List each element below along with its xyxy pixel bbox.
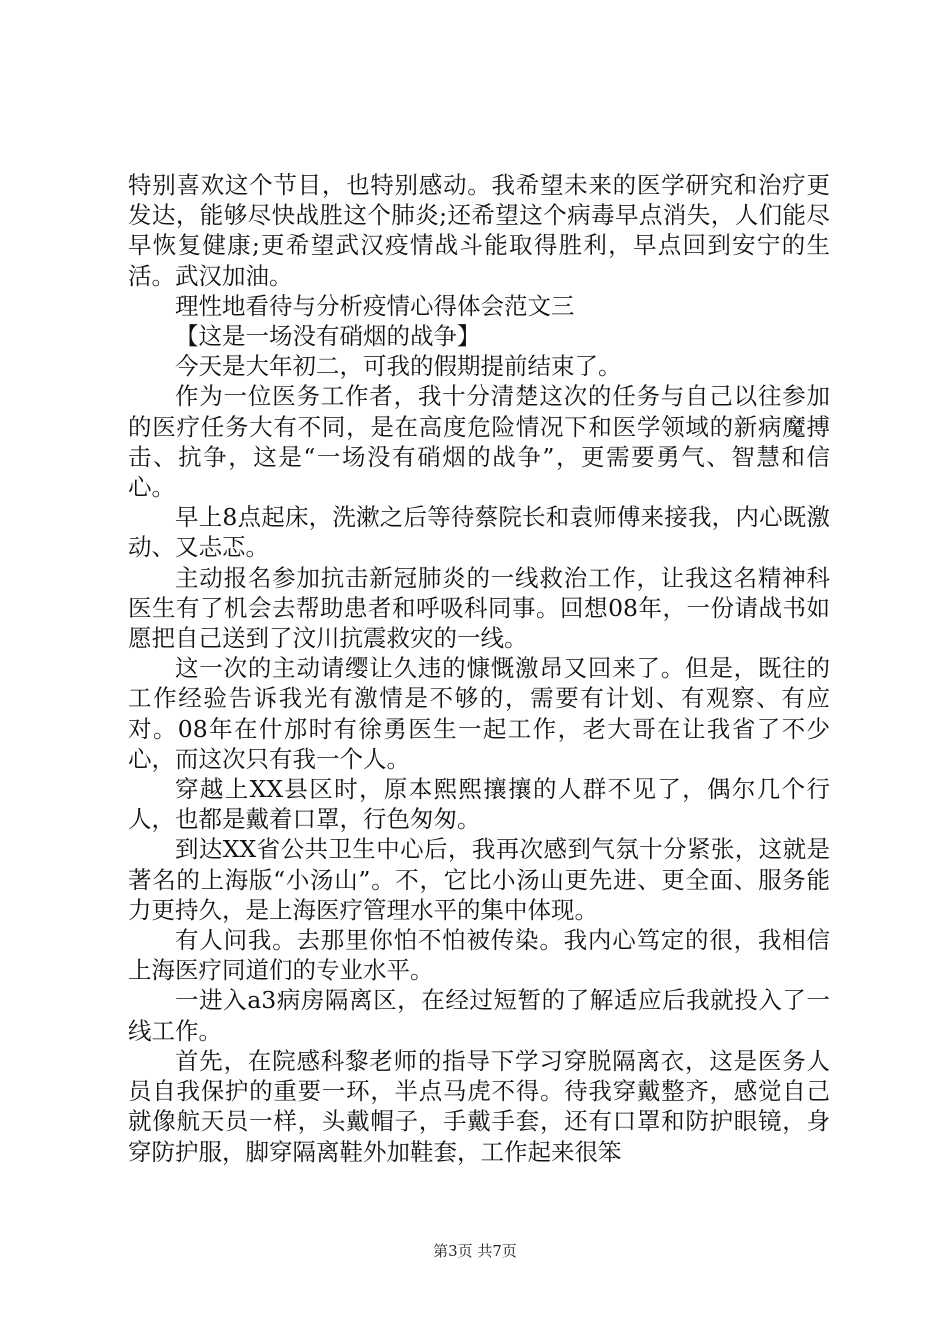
paragraph-10: 到达XX省公共卫生中心后，我再次感到气氛十分紧张，这就是著名的上海版“小汤山”。不，它比小汤山更先进、更全面、服务能力更持久，是上海医疗管理水平的集中体现。: [128, 835, 830, 924]
paragraph-12: 一进入a3病房隔离区，在经过短暂的了解适应后我就投入了一线工作。: [128, 986, 830, 1045]
paragraph-13: 首先，在院感科黎老师的指导下学习穿脱隔离衣，这是医务人员自我保护的重要一环，半点马虎不得。待我穿戴整齐，感觉自己就像航天员一样，头戴帽子，手戴手套，还有口罩和防护眼镜，身穿防护服，脚穿隔离鞋外加鞋套，工作起来很笨: [128, 1046, 830, 1166]
paragraph-7: 主动报名参加抗击新冠肺炎的一线救治工作，让我这名精神科医生有了机会去帮助患者和呼吸科同事。回想08年，一份请战书如愿把自己送到了汶川抗震救灾的一线。: [128, 563, 830, 653]
paragraph-9: 穿越上XX县区时，原本熙熙攘攘的人群不见了，偶尔几个行人，也都是戴着口罩，行色匆匆。: [128, 775, 830, 834]
paragraph-4: 今天是大年初二，可我的假期提前结束了。: [175, 352, 622, 381]
document-body: [128, 170, 830, 1167]
paragraph-11: 有人问我。去那里你怕不怕被传染。我内心笃定的很，我相信上海医疗同道们的专业水平。: [128, 926, 830, 985]
paragraph-8: 这一次的主动请缨让久违的慷慨激昂又回来了。但是，既往的工作经验告诉我光有激情是不够的，需要有计划、有观察、有应对。08年在什邡时有徐勇医生一起工作，老大哥在让我省了不少心，而这次只有我一个人。: [128, 654, 830, 773]
paragraph-3-subtitle: 【这是一场没有硝烟的战争】: [175, 322, 481, 351]
paragraph-2-section-title: 理性地看待与分析疫情心得体会范文三: [175, 291, 575, 320]
page-number-footer: 第3页 共7页: [433, 1242, 517, 1260]
paragraph-6: 早上8点起床，洗漱之后等待蔡院长和袁师傅来接我，内心既激动、又忐忑。: [128, 503, 830, 562]
paragraph-1: 特别喜欢这个节目，也特别感动。我希望未来的医学研究和治疗更发达，能够尽快战胜这个肺炎;还希望这个病毒早点消失，人们能尽早恢复健康;更希望武汉疫情战斗能取得胜利，早点回到安宁的生活。武汉加油。: [128, 171, 830, 290]
paragraph-5: 作为一位医务工作者，我十分清楚这次的任务与自己以往参加的医疗任务大有不同，是在高度危险情况下和医学领域的新病魔搏击、抗争，这是“一场没有硝烟的战争”，更需要勇气、智慧和信心。: [128, 382, 830, 502]
